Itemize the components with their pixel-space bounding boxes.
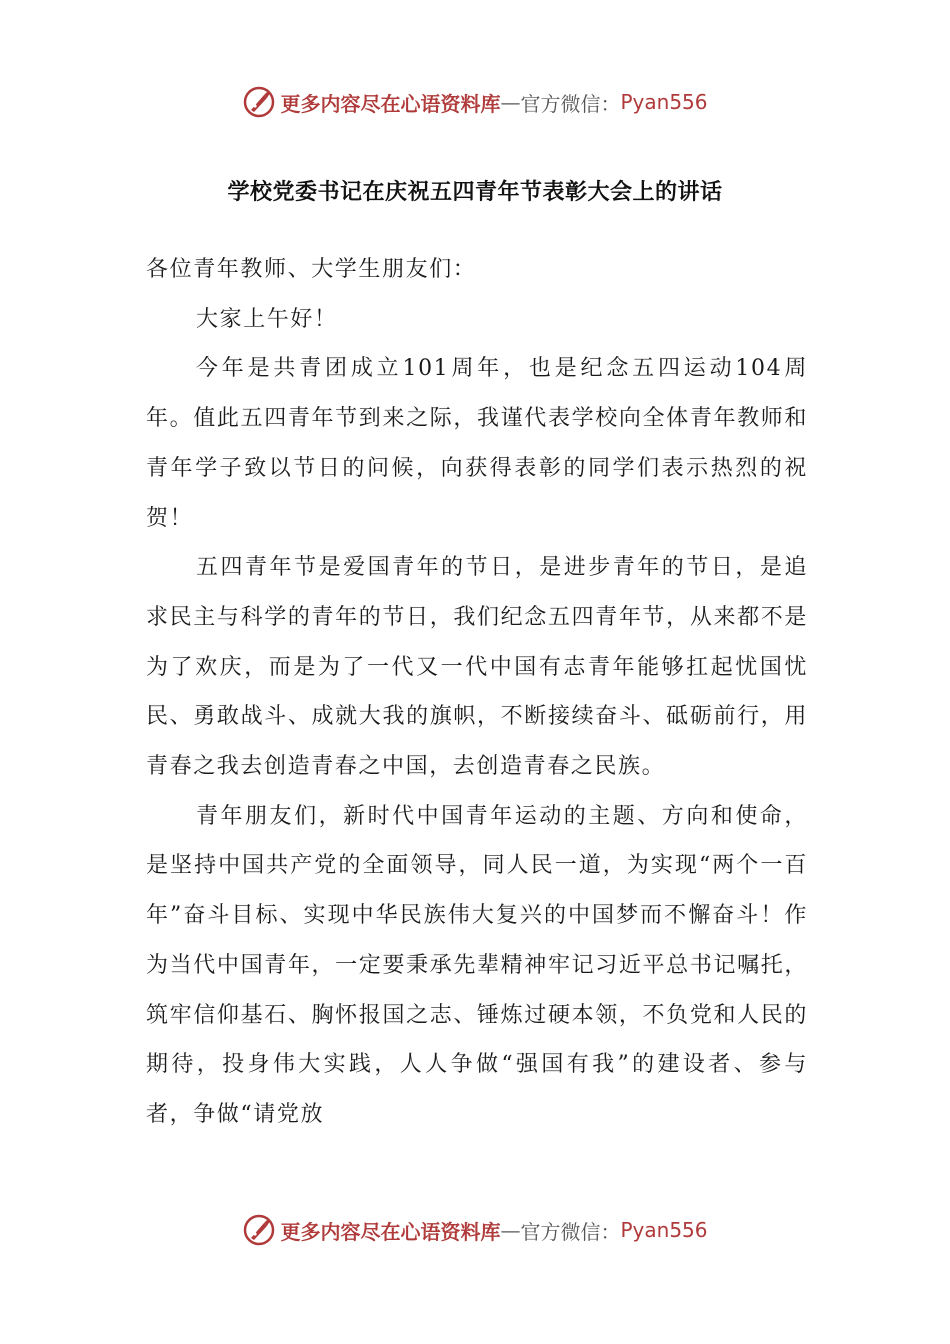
banner-separator: — <box>500 1218 521 1242</box>
document-title: 学校党委书记在庆祝五四青年节表彰大会上的讲话 <box>227 180 723 205</box>
document-body <box>146 245 808 1140</box>
footer-banner <box>0 1210 950 1250</box>
greeting: 大家上午好！ <box>196 306 338 332</box>
banner-wechat-label: 官方微信： <box>520 1219 621 1244</box>
banner-main-text: 更多内容尽在心语资料库 <box>280 91 501 116</box>
pen-logo-icon <box>242 85 276 119</box>
banner-main-text: 更多内容尽在心语资料库 <box>280 1219 501 1244</box>
paragraph-1: 今年是共青团成立101周年，也是纪念五四运动104周年。值此五四青年节到来之际，我谨代表学校向全体青年教师和青年学子致以节日的问候，向获得表彰的同学们表示热烈的祝贺！ <box>146 356 808 531</box>
paragraph-3: 青年朋友们，新时代中国青年运动的主题、方向和使命，是坚持中国共产党的全面领导，同人民一道，为实现“两个一百年”奋斗目标、实现中华民族伟大复兴的中国梦而不懈奋斗！作为当代中国青年，一定要秉承先辈精神牢记习近平总书记嘱托，筑牢信仰基石、胸怀报国之志、锤炼过硬本领，不负党和人民的期待，投身伟大实践，人人争做“强国有我”的建设者、参与者，争做“请党放 <box>146 803 808 1127</box>
header-banner <box>0 82 950 122</box>
banner-wechat-id: Pyan556 <box>620 90 708 114</box>
salutation: 各位青年教师、大学生朋友们： <box>146 257 477 282</box>
banner-wechat-id: Pyan556 <box>620 1218 708 1242</box>
paragraph-2: 五四青年节是爱国青年的节日，是进步青年的节日，是追求民主与科学的青年的节日，我们纪念五四青年节，从来都不是为了欢庆，而是为了一代又一代中国有志青年能够扛起忧国忧民、勇敢战斗、成就大我的旗帜，不断接续奋斗、砥砺前行，用青春之我去创造青春之中国，去创造青春之民族。 <box>146 555 808 780</box>
banner-separator: — <box>500 90 521 114</box>
banner-wechat-label: 官方微信： <box>520 91 621 116</box>
pen-logo-icon <box>242 1213 276 1247</box>
